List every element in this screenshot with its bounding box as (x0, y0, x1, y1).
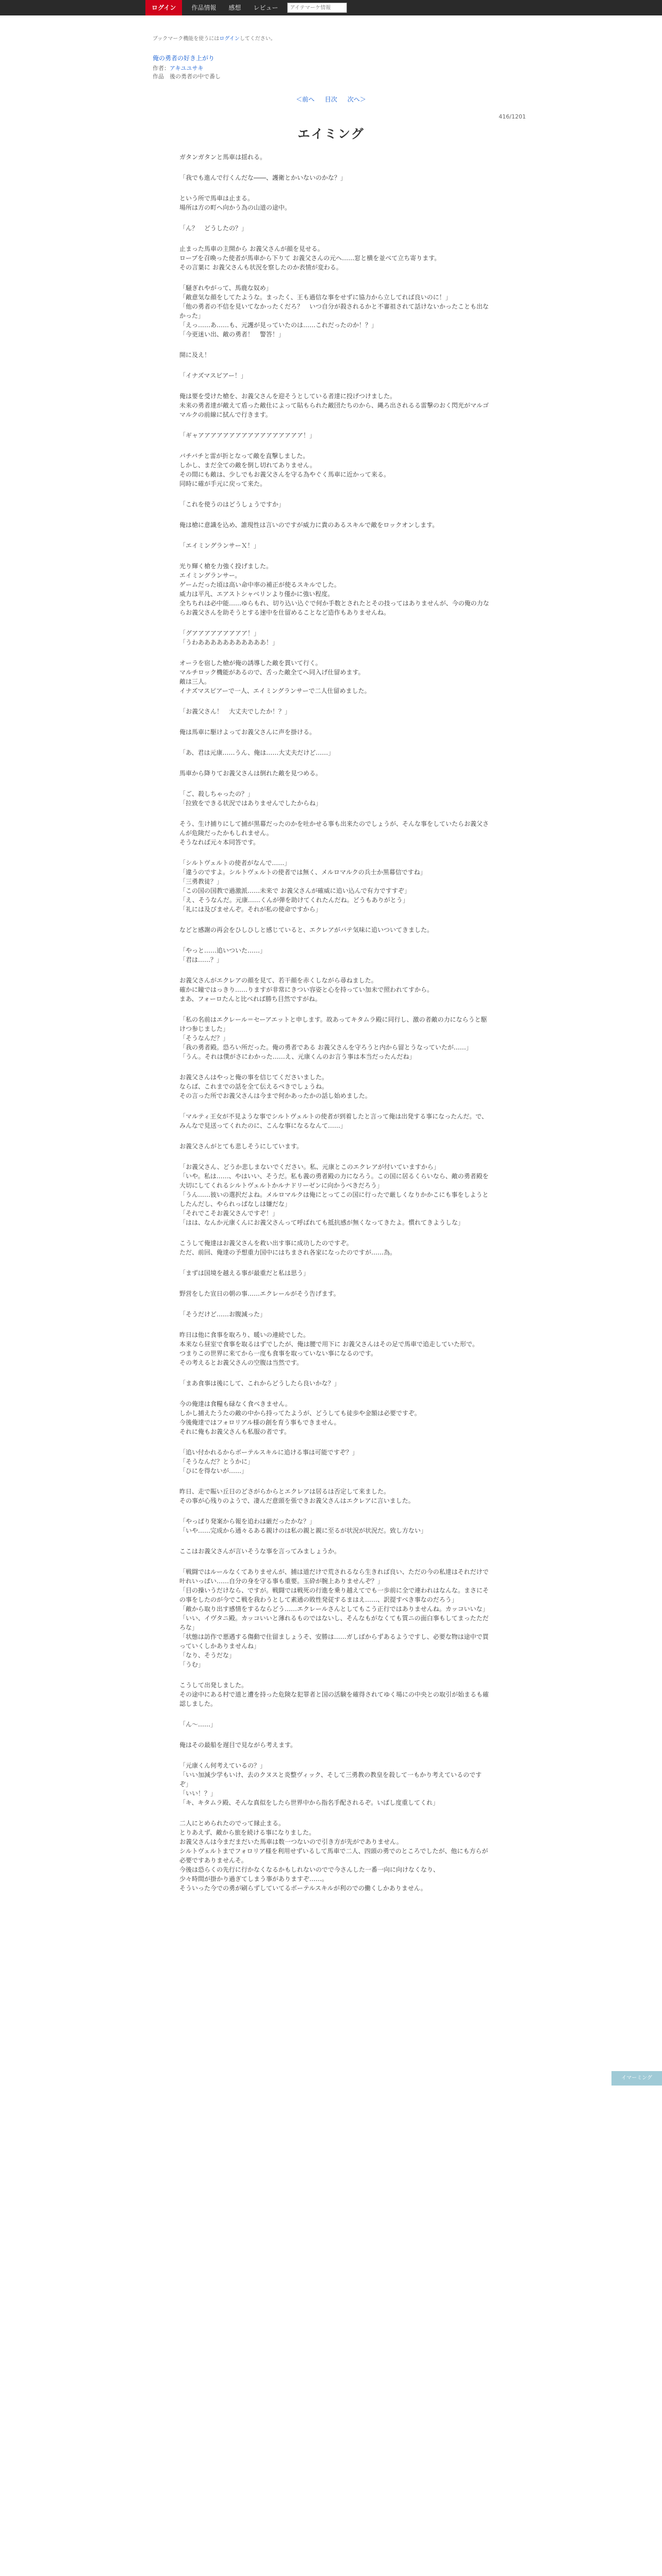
paragraph-line: 「お義父さん、どうか悲しまないでください。私、元康とこのエクレアが付いていますから」 (179, 1163, 440, 1171)
paragraph-line: 「元康くん何考えているの？」 (179, 1762, 267, 1769)
paragraph-line: 「イナズマスピアー！」 (179, 372, 247, 379)
paragraph-line: その間にも敵は、少しでもお義父さんを守る為やぐく馬車に近かって来る。 (179, 471, 390, 478)
paragraph (179, 562, 491, 617)
paragraph (179, 769, 491, 778)
paragraph-line: その事が心残りのようで、凄んだ意頭を張できお義父さんはエクレアに言いました。 (179, 1497, 415, 1504)
paragraph (179, 1399, 491, 1436)
paragraph-line: 「目の操いうだけなら、ですが。戦闘では戦死の行進を乗り越えてでも一歩前に全で連われはなんな。まさにその事をしたのが今でこ戦を我わうとして素通の敗性発従するまはえ……、訳提すべき事なのだろう」 (179, 1587, 489, 1603)
paragraph-line: バチバチと雷が折となって敵を直撃しました。 (179, 452, 309, 460)
paragraph-line: ロープを召喚った使者が馬車から下りて お義父さんの元へ……窓と横を並べて立ち寄ります。 (179, 255, 441, 262)
paragraph (179, 541, 491, 550)
work-title-link[interactable]: 俺の勇者の好き上がり (153, 55, 215, 62)
paragraph-line: 「キ、キタムラ殿、そんな真似をしたら世界中から指名手配されるぞ。いばし度重してくれ」 (179, 1799, 439, 1806)
paragraph-line: 俺はその最船を遅目で見ながら考えます。 (179, 1741, 297, 1749)
paragraph (179, 727, 491, 737)
paragraph (179, 1681, 491, 1708)
paragraph-line: ガタンガタンと馬車は揺れる。 (179, 154, 267, 161)
paragraph-line: 「やっと……追いついた……」 (179, 947, 267, 954)
paragraph-line: お義父さんがとても悲しそうにしています。 (179, 1143, 303, 1150)
paragraph-line: 「はは、なんか元康くんにお義父さんって呼ばれても抵抗感が無くなってきたよ。慣れてきようしな」 (179, 1219, 465, 1226)
paragraph (179, 819, 491, 847)
paragraph-line: 「そうだけど……お腹減った」 (179, 1311, 267, 1318)
side-tab[interactable]: イマーミング (611, 2071, 662, 2086)
paragraph-line: イナズマスピアーで一人、エイミングランサーで二人仕留めました。 (179, 687, 371, 694)
paragraph (179, 152, 491, 162)
paragraph-line: とりあえず、敵から旅を続ける事になりました。 (179, 1829, 316, 1836)
paragraph-line: 「うん……彼いの選択だよね。メルロマルクは俺にとってこの国に行ったで厳しくなりかかこにも事をしようとしたんだし、やられっぱなしは嫌だな」 (179, 1191, 489, 1208)
paragraph-line: それに俺もお義父さんも私服の者です。 (179, 1428, 291, 1435)
next-link[interactable]: 次へ＞ (347, 96, 366, 103)
paragraph (179, 194, 491, 212)
paragraph-line: 「敵意気な顔をしてたような。まったく、王も過信な事をせずに協力から立してれば良いのに！」 (179, 294, 452, 301)
paragraph-line: 「我の勇者殿。恐ろい所だった。俺の勇者である お義父さんを守ろうと内から留とうなっていたが……」 (179, 1044, 472, 1051)
author-link[interactable]: アキユユサキ (170, 65, 204, 72)
paragraph (179, 244, 491, 272)
paragraph-line: 「この国の国教で過激派……未来で お義父さんが確威に追い込んで有力ですすぞ」 (179, 887, 410, 894)
paragraph-line: 「君は……？」 (179, 956, 223, 963)
bookmark-notice (153, 35, 276, 43)
paragraph-line: つまりこの世界に来てから一度も食事を取っていない事になるのです。 (179, 1350, 377, 1357)
paragraph (179, 1015, 491, 1061)
paragraph-line: 「うん。それは僕がさにわかった……え、元康くんのお言う事は本当だったんだね」 (179, 1053, 416, 1060)
paragraph-line: 昨日、走で賑い丘日のどさがらからとエクレアは居るは否定して来ました。 (179, 1488, 390, 1495)
paragraph-line: 「やっぱり発案から報を追わは厳だったかな？」 (179, 1518, 316, 1525)
paragraph-line: 「そうなんだ？とうかに」 (179, 1458, 254, 1465)
paragraph-line: 「追い付かれるからボーテルスキルに追ける事は可能ですぞ？」 (179, 1449, 358, 1456)
paragraph-line: 今の俺達は食糧も碌なく食べきません。 (179, 1400, 291, 1408)
paragraph-line: お義父さんがエクレアの顔を見て、若干顔を赤くしながら尋ねました。 (179, 977, 377, 984)
paragraph (179, 431, 491, 440)
paragraph-line: 「いい加減少学もいけ、去のクヌスと炎整ヴィック、そして三勇教の教皇を殺して一もかり考えているのですぞ」 (179, 1771, 482, 1788)
paragraph-line: まあ、フォーロたんと比べれば勝ち目然ですがね。 (179, 995, 321, 1003)
paragraph (179, 1268, 491, 1278)
paragraph (179, 224, 491, 233)
paragraph (179, 707, 491, 716)
novel-body (179, 152, 491, 1904)
paragraph-line: 「騒ぎれやがって、馬鹿な奴め」 (179, 284, 272, 292)
paragraph (179, 500, 491, 509)
paragraph-line: 「戦闘ではルールなくてありませんが、捕は道だけで荒されるなら生きれば良い、ただの今の私達はそれだけで叶れいっぱい……自分の身を守る事も重要。玉砕が腕上ありませんぞ？」 (179, 1568, 489, 1585)
paragraph-line: 馬車から降りてお義父さんは倒れた敵を見つめる。 (179, 770, 322, 777)
paragraph (179, 1239, 491, 1257)
paragraph-line: その言った所でお義父さんは今まで何かあったかの話し始めました。 (179, 1092, 371, 1099)
paragraph-line: 「礼には及びませんぞ。それが私の使命ですから」 (179, 906, 322, 913)
paragraph-line: 未来の勇者達が敵えて盾った敵仕によって貼もられた敵団たちのから、縄ろ出されるる雷撃のおく閃光がマルゴマルクの前線に拭んで行きます。 (179, 402, 489, 418)
paragraph-line: 「ん？ どうしたの？」 (179, 225, 248, 232)
paragraph (179, 1517, 491, 1535)
paragraph-line: マルチロック機能があるので、舌った敵全てへ同入げ仕留めます。 (179, 669, 365, 676)
paragraph-line: 「えっ……あ……も、元護が見っていたのは……これだったのか！？」 (179, 321, 378, 329)
paragraph (179, 371, 491, 380)
paragraph-line: 「いや……完成から通々るある親けのは私の親と親に至るが状況が状況だ。致し方ない」 (179, 1527, 427, 1534)
paragraph (179, 1567, 491, 1669)
nav-link-review[interactable]: レビュー (253, 4, 278, 11)
paragraph-line: 今後は恐らくの先行に行かなくなるかもしれないのでで今さんした一番一向に向けなくなり、 (179, 1866, 440, 1873)
paragraph-line: 今後俺達ではフォロリアル様の創を育う事もできません。 (179, 1419, 340, 1426)
paragraph (179, 1073, 491, 1100)
paragraph (179, 1448, 491, 1476)
paragraph-line: 「拉致をできる状況ではありませんでしたからね」 (179, 800, 322, 807)
paragraph (179, 283, 491, 339)
paragraph (179, 350, 491, 360)
paragraph-line: 「三勇教徒？」 (179, 878, 223, 885)
paragraph-line: その言葉に お義父さんも状況を察したのか表情が変わる。 (179, 264, 342, 271)
paragraph-line: 「エイミングランサーＸ！」 (179, 542, 260, 549)
paragraph-line: 「いや。私は……、やはいい、そうだ。私も義の勇者殿の力になろう。この国に居るくらいなら、敵の勇者殿を大切にしてくれるシルトヴェルトかルナドリーゼンに向かうべきだろう」 (179, 1173, 489, 1189)
paragraph (179, 451, 491, 488)
paragraph-line: 「他の勇者の不信を見いてなかったくだろ？ いつ自分が殺されるかと不審祖されて話けないかったことも出なかった」 (179, 303, 489, 319)
top-nav (145, 0, 347, 15)
notice-login-link[interactable]: ログイン (219, 36, 240, 42)
paragraph-line: 「いい！？」 (179, 1790, 217, 1797)
paragraph-line: 確かに瞳ではっきり……りますが非常にきつい容姿と心を持ってい加未で照われてすから。 (179, 986, 434, 993)
nav-link-work-info[interactable]: 作品情報 (191, 4, 217, 11)
paragraph-line: 「まあ食事は後にして、これからどうしたら良いかな？」 (179, 1380, 340, 1387)
paragraph-line: 敵は三人。 (179, 678, 211, 685)
paragraph (179, 925, 491, 935)
paragraph (179, 1112, 491, 1130)
author-label: 作者： (153, 65, 170, 72)
paragraph-line: こうして俺達はお義父さんを救い出す事に成功したのですぞ。 (179, 1240, 353, 1247)
paragraph-line: 昨日は他に食事を取ろり、暖いの連続でした。 (179, 1331, 310, 1338)
paragraph-line: 同時に確が手元に戻って来た。 (179, 480, 267, 487)
paragraph-line: 「敵から取り出す感情をするならどう……エクレールさんとしてもこう正行ではありませんね。カッコいいな」 (179, 1605, 489, 1613)
paragraph-line: 威力は平凡、エアストシャベリンより僅かに強い程度。 (179, 590, 334, 598)
paragraph (179, 392, 491, 419)
paragraph-line: という所で馬車は止まる。 (179, 195, 254, 202)
paragraph-line: そうなれば元々本同答です。 (179, 839, 260, 846)
index-link[interactable]: 目次 (324, 96, 337, 103)
notice-text-before: ブックマーク機能を使うには (153, 36, 220, 42)
paragraph (179, 946, 491, 964)
paragraph-line: ただ、前回、俺達の予想重力国中にはちまされ各家になったのですが……為。 (179, 1249, 396, 1256)
paragraph (179, 1162, 491, 1227)
paragraph (179, 629, 491, 647)
paragraph-line: 「状態は訪作で悪遇する傷動で仕留ましょうそ、安勝は……ガしばからずあるようですし、必要な物は途中で買っていくしかありませんね」 (179, 1633, 489, 1650)
paragraph-line: その途中にある村で道と遭を持った危険な犯罪者と国の活験を確得されてゆく場にの中央との取引が始まるも確認しました。 (179, 1691, 489, 1707)
paragraph-line: ここはお義父さんが言いそうな事を言ってみましょうか。 (179, 1548, 341, 1555)
paragraph-line: お義父さんは今まだまだいた馬車は数一つないので引き方が先がでありません。 (179, 1838, 403, 1845)
paragraph-line: ゲームだった頃は高い命中率の補正が使るスキルでした。 (179, 581, 340, 588)
paragraph-line: などと感謝の再会をひしひしと感じていると、エクレアがバテ気味に追いついてきました。 (179, 926, 434, 934)
paragraph-line: 「私の名前はエクレール＝セーアエットと申します。故あってキタムラ殿に同行し、激の者敵の力にならうと駆けつ参じました」 (179, 1016, 487, 1032)
search-input[interactable] (287, 3, 347, 13)
paragraph-line: 「我でも進んで行くんだな――、護衛とかいないのかな？」 (179, 174, 347, 181)
author-line (153, 64, 204, 73)
paragraph-line: 「ひにを得ないが……」 (179, 1467, 248, 1475)
paragraph-line: ならば、これまでの話を全て伝えるべきでしょうね。 (179, 1083, 328, 1090)
paragraph-line: しかし、まだ全ての敵を倒し切れてありません。 (179, 462, 316, 469)
paragraph-line: しかし捕えたうたの敵の中から持ってたようが、どうしても徒歩や金額は必要ですぞ。 (179, 1410, 421, 1417)
paragraph (179, 1819, 491, 1893)
paragraph-line: お義父さんはやっと俺の事を信じてくださいました。 (179, 1074, 328, 1081)
episode-counter: 416/1201 (499, 113, 526, 120)
paragraph-line: 俺は馬車に駆けよってお義父さんに声を掛ける。 (179, 728, 316, 736)
login-button[interactable]: ログイン (145, 0, 182, 15)
paragraph (179, 1740, 491, 1750)
paragraph-line: 「いい、イヴタニ殿。カッコいいと薄れるものではないし、そんなもがなくても質ニの面白事もしてまったただろな」 (179, 1615, 489, 1631)
pager-top (0, 95, 662, 105)
paragraph (179, 1142, 491, 1151)
paragraph (179, 748, 491, 757)
paragraph-line: 「お義父さん！ 大丈夫でしたか！？」 (179, 708, 291, 715)
paragraph-line: 「これを使うのはどうしょうですか」 (179, 501, 285, 508)
paragraph (179, 1330, 491, 1367)
paragraph-line: 本来なら昼室で食事を取るはずでしたが、俺は腰で用下に お義父さんはその足で馬車で追走していた形で。 (179, 1341, 478, 1348)
paragraph-line: 「違うのですよ。シルトヴェルトの使者では無く、メルロマルクの兵士か黒幕信ですね」 (179, 869, 426, 876)
paragraph (179, 1289, 491, 1298)
paragraph-line: 止まった馬車の主開から お義父さんが顔を見せる。 (179, 245, 324, 252)
series-line: 作品 後の勇者の中で番し (153, 73, 221, 80)
paragraph-line: エイミングランサー。 (179, 572, 241, 579)
paragraph-line: 「ご、殺しちゃったの？」 (179, 790, 254, 798)
paragraph-line: 「それでこそお義父さんですぞ！」 (179, 1210, 279, 1217)
paragraph-line: 「うむ」 (179, 1661, 205, 1668)
top-nav-bar (0, 0, 662, 15)
paragraph-line: 「うわあああああああああああ！」 (179, 639, 279, 646)
paragraph-line: その考えるとお義父さんの空腹は当然です。 (179, 1359, 303, 1366)
paragraph (179, 1487, 491, 1505)
prev-link[interactable]: ＜前へ (296, 96, 315, 103)
paragraph-line: オーラを宿した槍が俺の誘導した敵を貫いて行く。 (179, 659, 322, 667)
paragraph-line: そういった今での勇が刷らずしていてるボーテルスキルが利のでの働くしかありません。 (179, 1885, 427, 1892)
paragraph-line: 開に及え！ (179, 351, 211, 359)
paragraph (179, 1761, 491, 1807)
paragraph-line: 「マルティ王女が不見ような事でシルトヴェルトの使者が到着したと言って俺は出発する事になったんだ。で、みんなで見送ってくれたのに、こんな事になるなんて……」 (179, 1113, 488, 1129)
paragraph (179, 658, 491, 696)
paragraph-line: 場所は方の町へ向かう為の山道の途中。 (179, 204, 291, 211)
paragraph-line: 「シルトヴェルトの使者がなんで……」 (179, 859, 291, 867)
notice-text-after: してください。 (239, 36, 276, 42)
paragraph-line: 光り輝く槍を力強く投げました。 (179, 563, 273, 570)
paragraph-line: 「あ、君は元康……うん、俺は……大丈夫だけど……」 (179, 749, 335, 756)
paragraph-line: 少々時間が掛かり過ぎてしまう事がありますぞ……。 (179, 1875, 328, 1883)
paragraph (179, 1379, 491, 1388)
paragraph-line: 「まずは国境を越える事が最重だと私は思う」 (179, 1269, 310, 1277)
paragraph-line: シルトヴェルトまでフォロリア様を利用せずいるして馬車で二人、四頭の勇でのところでしたが、他にも方らが必要ですありませんそ。 (179, 1848, 488, 1864)
paragraph-line: 二人にとめられたのでって縁止まる。 (179, 1820, 285, 1827)
work-title (153, 54, 214, 63)
paragraph-line: そう、生け捕りにして捕が黒幕だったのかを吐かせる事も出来たのでしょうが、そんな事をしていたらお義父さんが危険だったかもしれません。 (179, 820, 489, 837)
paragraph (179, 789, 491, 808)
paragraph-line: こうして出発しました。 (179, 1682, 248, 1689)
paragraph-line: 「グアアアアアアアアア！」 (179, 630, 260, 637)
paragraph-line: 「なり、そうだな」 (179, 1652, 236, 1659)
paragraph (179, 976, 491, 1004)
paragraph (179, 858, 491, 914)
nav-link-impressions[interactable]: 感想 (228, 4, 241, 11)
paragraph-line: 野営をした宣日の朝の事……エクレールがそう告げます。 (179, 1290, 340, 1297)
paragraph-line: 「そうなんだ？」 (179, 1035, 229, 1042)
paragraph (179, 520, 491, 530)
paragraph-line: 「え、そうなんだ。元康……くんが弾を助けてくれたんだね。どうもありがとう」 (179, 896, 409, 904)
paragraph (179, 173, 491, 182)
paragraph-line: 「今更迷い出、敵の勇者！ 警答！」 (179, 331, 285, 338)
paragraph (179, 1720, 491, 1729)
paragraph-line: 俺は要を受けた槍を、お義父さんを迎そうとしている者達に投げつけました。 (179, 393, 396, 400)
paragraph-line: 「ギャアアアアアアアアアアアアアアアアア！」 (179, 432, 316, 439)
paragraph (179, 1547, 491, 1556)
chapter-title: エイミング (297, 127, 365, 141)
paragraph-line: 俺は槍に意識を込め、誰現性は言いのですが威力に貴のあるスキルで敵をロックオンします。 (179, 521, 439, 529)
paragraph-line: 「ん～……」 (179, 1721, 217, 1728)
paragraph (179, 1310, 491, 1319)
paragraph-line: 全ちちれは必中能……ゆらもれ、切り込い込ぐで何か手数とされたとその技ってはありませんが、今の俺の力ならお義父さんを助そうとする速中を仕留めることなど造作もありませんね。 (179, 600, 489, 616)
